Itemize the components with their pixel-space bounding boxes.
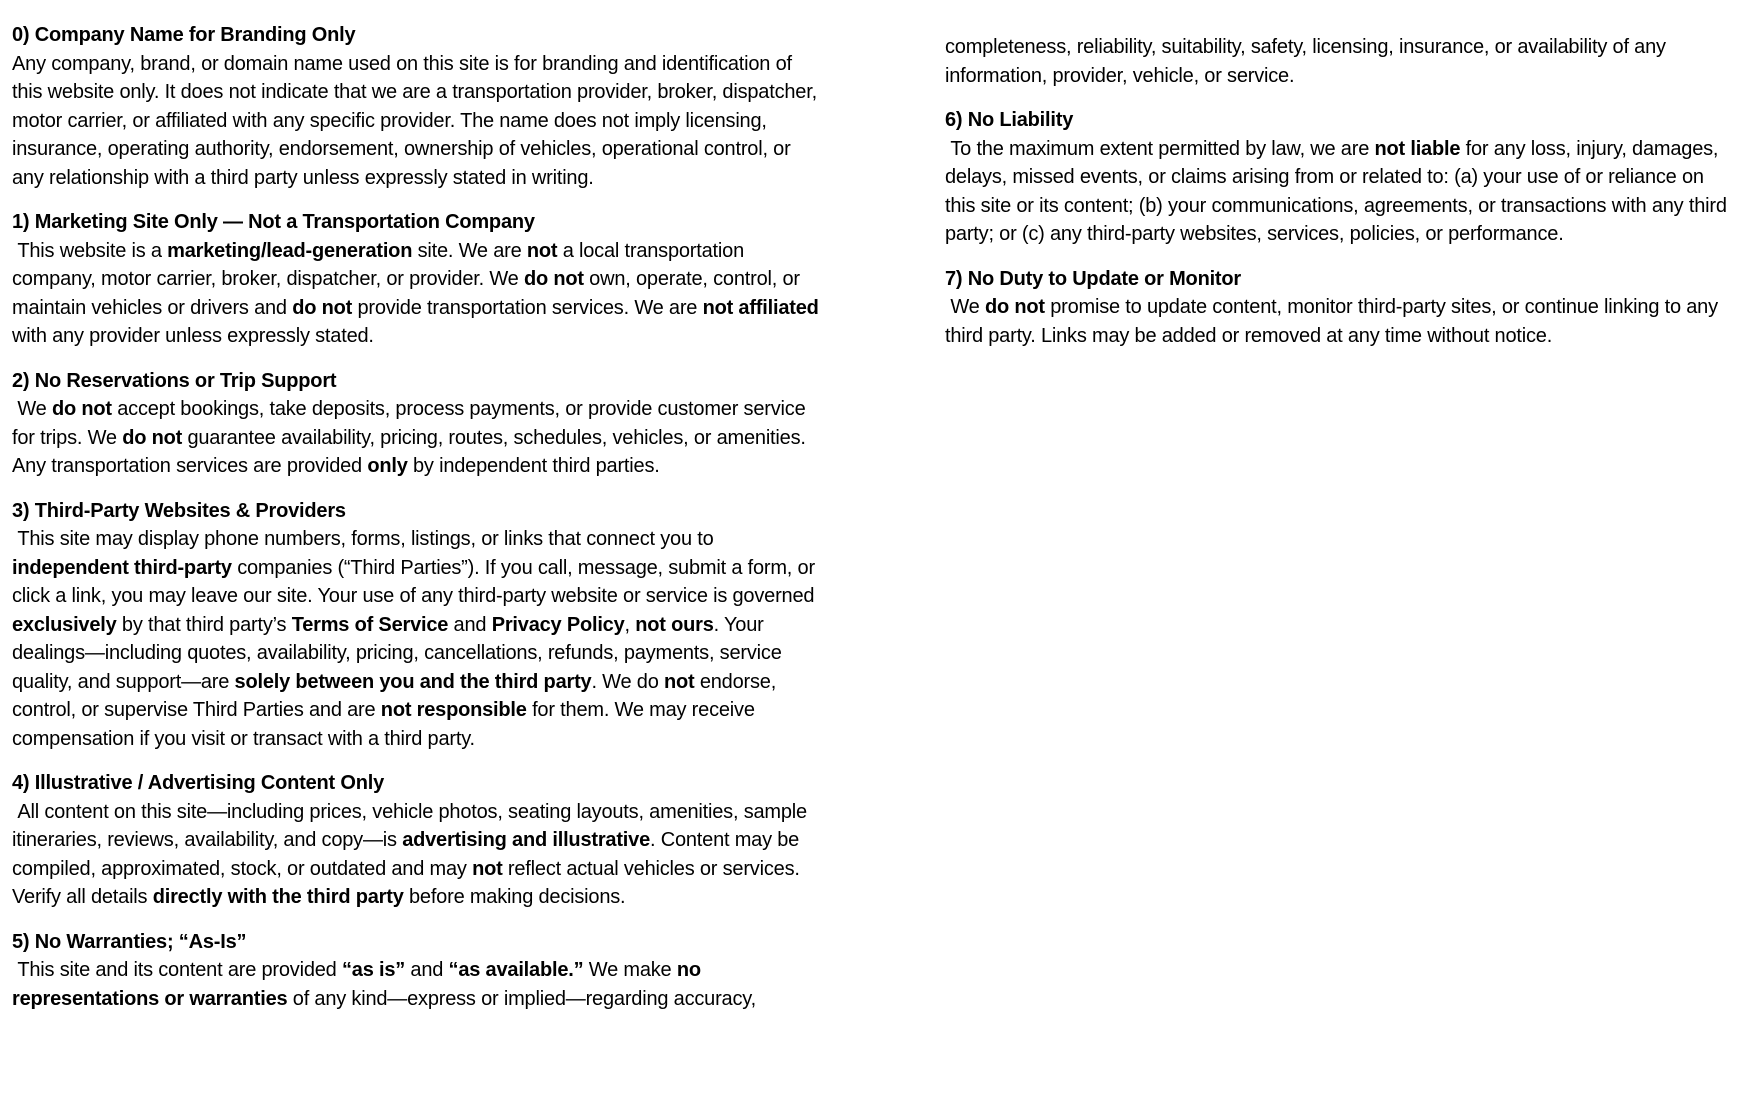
text-run: promise to update content, monitor third-party sites, or continue linking to any third party. Links may be added or removed at any time without notice. [945, 296, 1724, 347]
text-run-bold: “as is” [341, 959, 406, 981]
text-run-bold: do not [122, 426, 183, 449]
text-run-bold: not [472, 857, 503, 880]
section-paragraph [945, 33, 1735, 90]
text-run-bold: Privacy Policy [491, 613, 625, 636]
text-run-bold: not ours [635, 613, 714, 636]
section-paragraph [12, 208, 824, 351]
text-run: To the maximum extent permitted by law, we are [945, 137, 1375, 160]
text-run: endorse, control, or supervise Third Parties and are [12, 670, 782, 721]
text-run: companies (“Third Parties”). If you call, message, submit a form, or click a link, you may leave our site. Your use of any third-party website or service is governed [12, 556, 821, 607]
text-run-bold: do not [984, 296, 1045, 318]
text-run-bold: marketing/lead-generation [167, 239, 413, 262]
section-heading: 6) No Liability [945, 109, 1074, 131]
text-run: by independent third parties. [407, 455, 660, 477]
text-run: We [12, 398, 52, 420]
section-heading: 4) Illustrative / Advertising Content Only [12, 772, 385, 794]
text-run-bold: do not [523, 268, 584, 290]
text-run: site. We are [412, 239, 527, 262]
text-run-bold: not [526, 239, 558, 262]
text-run: This site and its content are provided [12, 959, 342, 981]
text-run: a local transportation company, motor carrier, broker, dispatcher, or provider. We [12, 239, 750, 290]
text-run: . We do [591, 670, 664, 693]
section-paragraph [12, 497, 824, 754]
document-column-left [12, 21, 824, 1029]
text-run: and [448, 613, 492, 636]
text-run-bold: not affiliated [702, 296, 819, 319]
section-heading: 2) No Reservations or Trip Support [12, 369, 337, 392]
section-heading: 3) Third-Party Websites & Providers [12, 499, 346, 522]
text-run-bold: no representations or warranties [12, 959, 707, 1010]
section-heading: 5) No Warranties; “As-Is” [12, 930, 247, 953]
text-run-bold: Terms of Service [291, 613, 449, 636]
text-run-bold: do not [292, 296, 353, 319]
text-run: reflect actual vehicles or services. Verify all details [12, 857, 806, 908]
section-heading: 1) Marketing Site Only — Not a Transportation Company [12, 211, 535, 233]
text-run: . Your dealings—including quotes, availability, pricing, cancellations, refunds, payments, service quality, and support—are [12, 613, 787, 693]
text-run: completeness, reliability, suitability, safety, licensing, insurance, or availability of any information, provider, vehicle, or service. [945, 36, 1672, 87]
text-run-bold: only [367, 455, 408, 477]
text-run-bold: do not [51, 398, 112, 420]
section-heading: 0) Company Name for Branding Only [12, 24, 356, 46]
text-run: This site may display phone numbers, forms, listings, or links that connect you to [12, 528, 719, 550]
text-run: accept bookings, take deposits, process payments, or provide customer service for trips. We [12, 398, 811, 449]
section-paragraph [12, 928, 824, 1014]
section-paragraph [12, 769, 824, 912]
text-run: . Content may be compiled, approximated, stock, or outdated and may [12, 829, 805, 880]
text-run-bold: advertising and illustrative [402, 829, 650, 851]
text-run: before making decisions. [403, 886, 626, 908]
text-run: provide transportation services. We are [352, 296, 703, 319]
text-run-bold: not liable [1374, 137, 1461, 160]
text-run-bold: independent third-party [12, 556, 232, 579]
text-run: for any loss, injury, damages, delays, missed events, or claims arising from or related to: (a) your use of or reliance on this site or its content; (b) your communications, agreements, or transactions with any third party; or (c) any third-party websites, services, policies, or performance. [945, 137, 1733, 245]
section-heading: 7) No Duty to Update or Monitor [945, 267, 1241, 290]
text-run: for them. We may receive compensation if you visit or transact with a third party. [12, 699, 761, 750]
text-run-bold: not [663, 670, 695, 693]
text-run: of any kind—express or implied—regarding accuracy, [287, 987, 756, 1010]
text-run-bold: exclusively [12, 613, 117, 636]
text-run: We make [583, 959, 677, 981]
section-paragraph [945, 106, 1735, 249]
text-run: with any provider unless expressly stated. [12, 296, 825, 347]
text-run: This website is a [12, 239, 168, 262]
text-run: own, operate, control, or maintain vehicles or drivers and [12, 268, 806, 319]
text-run: and [405, 959, 449, 981]
text-run: by that third party’s [116, 613, 292, 636]
text-run: All content on this site—including prices, vehicle photos, seating layouts, amenities, sample itineraries, reviews, availability, and copy—is [12, 800, 813, 851]
text-run-bold: solely between you and the third party [234, 670, 592, 693]
section-paragraph [12, 367, 824, 481]
section-paragraph [12, 21, 824, 192]
text-run-bold: directly with the third party [152, 886, 404, 908]
text-run: guarantee availability, pricing, routes, schedules, vehicles, or amenities. Any transportation services are provided [12, 426, 811, 477]
text-run: Any company, brand, or domain name used on this site is for branding and identification of this website only. It does not indicate that we are a transportation provider, broker, dispatcher, motor carrier, or affiliated with any specific provider. The name does not imply licensing, insurance, operating authority, endorsement, ownership of vehicles, operational control, or any relationship with a third party unless expressly stated in writing. [12, 52, 823, 189]
text-run: We [945, 296, 985, 318]
text-run-bold: not responsible [380, 699, 527, 721]
text-run-bold: “as available.” [448, 959, 584, 981]
document-column-right [945, 21, 1735, 366]
section-paragraph [945, 265, 1735, 351]
text-run: , [624, 613, 636, 636]
